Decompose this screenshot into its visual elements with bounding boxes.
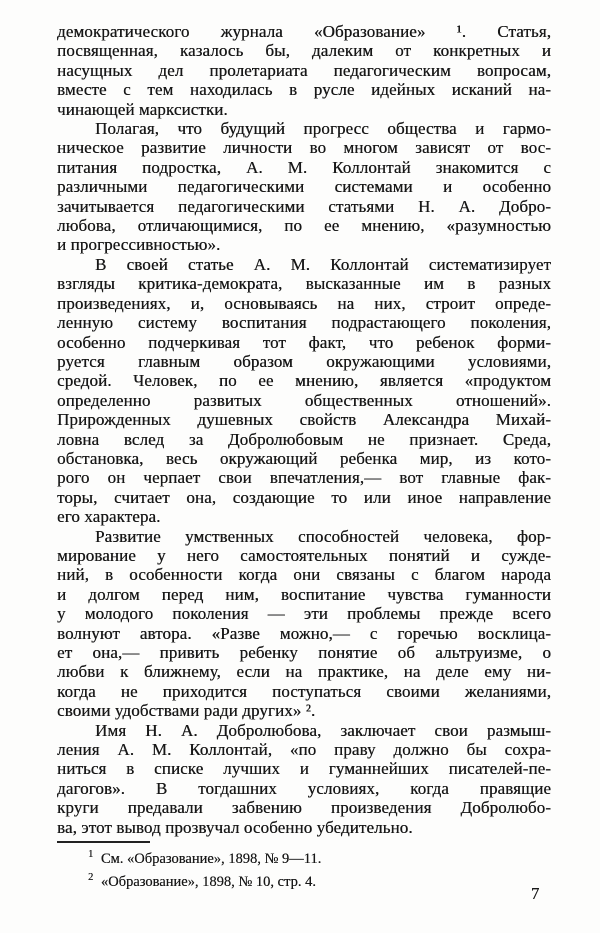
text-line: круги предавали забвению произведения Добролюбо- <box>57 798 551 818</box>
text-line: ет она,— привить ребенку понятие об альтруизме, о <box>57 643 551 662</box>
text-line: чинающей марксистки. <box>57 99 228 119</box>
footnote-separator <box>57 841 150 843</box>
text-line: особенно подчеркивая тот факт, что ребенок форми- <box>57 332 551 352</box>
text-line: взгляды критика-демократа, высказанные им в разных <box>57 274 551 294</box>
text-line: питания подростка, А. М. Коллонтай знакомится с <box>57 157 551 177</box>
page-content <box>57 22 551 894</box>
text-line: Имя Н. А. Добролюбова, заключает свои размыш- <box>95 720 551 740</box>
text-line: посвященная, казалось бы, далеким от конкретных и <box>57 41 551 61</box>
text-line: произведениях, и, основываясь на них, строит опреде- <box>57 293 551 313</box>
text-line: и долгом перед ним, воспитание чувства гуманности <box>57 584 551 604</box>
text-line: торы, считает она, создающие то или иное направление <box>57 487 551 507</box>
text-line: любви к ближнему, если на практике, на деле ему ни- <box>57 662 551 682</box>
text-line: демократического журнала «Образование» ¹. Статья, <box>57 22 551 41</box>
text-line: В своей статье А. М. Коллонтай систематизирует <box>95 254 551 274</box>
text-line: любова, отличающимися, по ее мнению, «разумностью <box>57 216 551 236</box>
text-line: ническое развитие личности во многом зависят от вос- <box>57 138 551 158</box>
text-line: средой. Человек, по ее мнению, является «продуктом <box>57 371 551 391</box>
footnote-block <box>57 848 551 894</box>
text-line: определенно развитых общественных отношений». <box>57 390 551 410</box>
footnote: 2 «Образование», 1898, № 10, стр. 4. <box>88 872 316 891</box>
footnote: 1 См. «Образование», 1898, № 9—11. <box>88 849 322 868</box>
text-line: его характера. <box>57 507 161 527</box>
text-line: насущных дел пролетариата педагогическим вопросам, <box>57 60 551 80</box>
text-line: ленную систему воспитания подрастающего поколения, <box>57 313 551 333</box>
text-line: и прогрессивностью». <box>57 235 221 255</box>
text-line: у молодого поколения — эти проблемы прежде всего <box>57 604 551 624</box>
text-line: Полагая, что будущий прогресс общества и гармо- <box>95 119 551 139</box>
text-line: волнуют автора. «Разве можно,— с горечью восклица- <box>57 623 551 643</box>
text-line: рого он черпает свои впечатления,— вот главные фак- <box>57 468 551 488</box>
text-line: ловна вслед за Добролюбовым не признает. Среда, <box>57 429 551 449</box>
text-line: когда не приходится поступаться своими желаниями, <box>57 681 551 701</box>
body-text <box>57 22 551 837</box>
text-line: своими удобствами ради других» ². <box>57 701 316 721</box>
page-number: 7 <box>531 884 540 903</box>
text-line: мирование у него самостоятельных понятий и сужде- <box>57 545 551 565</box>
text-line: ва, этот вывод прозвучал особенно убедительно. <box>57 817 413 837</box>
text-line: руется главным образом окружающими условиями, <box>57 351 551 371</box>
text-line: ниться в списке лучших и гуманнейших писателей-пе- <box>57 759 551 779</box>
text-line: дагогов». В тогдашних условиях, когда правящие <box>57 778 551 798</box>
text-line: Развитие умственных способностей человека, фор- <box>95 526 551 546</box>
text-line: различными педагогическими системами и особенно <box>57 177 551 197</box>
text-line: Прирожденных душевных свойств Александра Михай- <box>57 410 551 430</box>
text-line: ний, в особенности когда они связаны с благом народа <box>57 565 551 585</box>
text-line: зачитывается педагогическими статьями Н. А. Добро- <box>57 196 551 216</box>
text-line: обстановка, весь окружающий ребенка мир, из кото- <box>57 448 551 468</box>
text-line: вместе с тем находилась в русле идейных исканий на- <box>57 80 551 100</box>
text-line: ления А. М. Коллонтай, «по праву должно бы сохра- <box>57 740 551 760</box>
